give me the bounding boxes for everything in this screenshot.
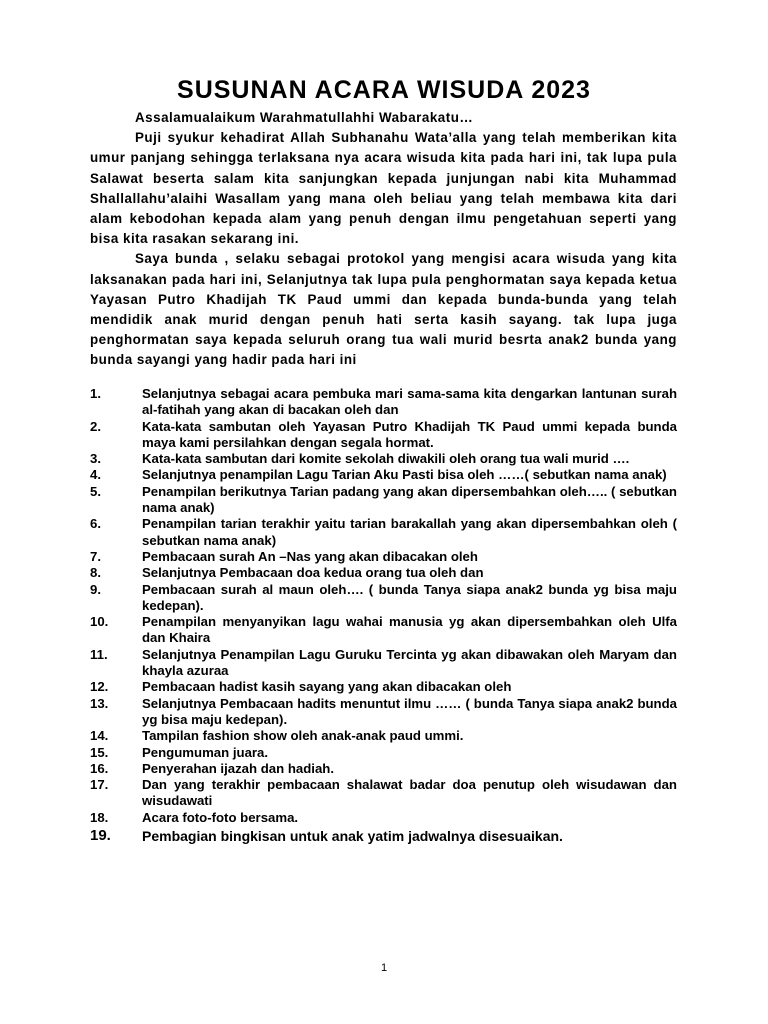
item-text: Selanjutnya Penampilan Lagu Guruku Tercinta yg akan dibawakan oleh Maryam dan khayla azuraa [142, 646, 677, 679]
document-title: SUSUNAN ACARA WISUDA 2023 [177, 76, 591, 104]
item-text: Selanjutnya sebagai acara pembuka mari sama-sama kita dengarkan lantunan surah al-fatihah yang akan di bacakan oleh dan [142, 386, 677, 418]
item-number: 15. [90, 744, 109, 760]
item-number: 11. [90, 646, 108, 662]
item-text: Pembacaan surah al maun oleh…. ( bunda Tanya siapa anak2 bunda yg bisa maju kedepan). [142, 581, 677, 613]
item-number: 12. [90, 679, 109, 695]
list-item [90, 484, 677, 517]
intro-paragraph-2: Saya bunda , selaku sebagai protokol yang mengisi acara wisuda yang kita laksanakan pada hari ini, Selanjutnya tak lupa pula penghormatan saya kepada ketua Yayasan Putro Khadijah TK Paud ummi dan kepada bunda-bunda yang telah mendidik anak murid dengan penuh hati serta kasih sayang. tak lupa juga penghormatan saya kepada seluruh orang tua wali murid besrta anak2 bunda yang bunda sayangi yang hadir pada hari ini [90, 251, 677, 368]
item-text: Pembacaan surah An –Nas yang akan dibacakan oleh [142, 548, 478, 564]
intro-paragraph-1: Puji syukur kehadirat Allah Subhanahu Wata’alla yang telah memberikan kita umur panjang sehingga terlaksana nya acara wisuda kita pada hari ini, tak lupa pula Salawat beserta salam kita sanjungkan kepada junjungan nabi kita Muhammad Shallallahu’alaihi Wasallam yang mana oleh beliau yang telah membawa kita dari alam kebodohan kepada alam yang penuh dengan ilmu pengetahuan seperti yang bisa kita rasakan sekarang ini. [90, 130, 677, 247]
page-number: 1 [380, 962, 388, 974]
item-number: 10. [90, 614, 109, 630]
item-number: 1. [90, 386, 101, 401]
item-text: Pengumuman juara. [142, 744, 269, 760]
list-item [90, 451, 677, 467]
item-number: 8. [90, 565, 101, 581]
item-text: Kata-kata sambutan dari komite sekolah diwakili oleh orang tua wali murid …. [142, 451, 630, 467]
item-number: 18. [90, 809, 109, 825]
list-item [90, 810, 677, 826]
item-text: Penyerahan ijazah dan hadiah. [142, 760, 335, 776]
item-text: Kata-kata sambutan oleh Yayasan Putro Khadijah TK Paud ummi kepada bunda maya kami persilahkan dengan segala hormat. [142, 418, 677, 450]
item-text: Selanjutnya Pembacaan hadits menuntut ilmu …… ( bunda Tanya siapa anak2 bunda yg bisa maju kedepan). [142, 695, 677, 727]
item-number: 16. [90, 760, 109, 776]
item-number: 3. [90, 451, 101, 467]
list-item [90, 467, 677, 483]
item-number: 4. [90, 467, 101, 483]
item-number: 13. [90, 695, 109, 711]
agenda-list [90, 386, 677, 844]
item-text: Penampilan berikutnya Tarian padang yang akan dipersembahkan oleh….. ( sebutkan nama anak) [142, 483, 677, 516]
item-number: 6. [90, 516, 101, 532]
list-item [90, 761, 677, 777]
item-text: Acara foto-foto bersama. [142, 809, 299, 825]
item-text: Penampilan tarian terakhir yaitu tarian barakallah yang akan dipersembahkan oleh ( sebutkan nama anak) [142, 516, 677, 548]
list-item [90, 728, 677, 744]
list-item [90, 386, 677, 419]
greeting-text: Assalamualaikum Warahmatullahhi Wabarakatu… [135, 110, 474, 125]
item-number: 7. [90, 548, 101, 564]
intro-section [90, 108, 677, 371]
item-text: Selanjutnya Pembacaan doa kedua orang tua oleh dan [142, 565, 484, 581]
list-item [90, 647, 677, 680]
item-text: Pembagian bingkisan untuk anak yatim jadwalnya disesuaikan. [142, 828, 563, 845]
item-text: Selanjutnya penampilan Lagu Tarian Aku Pasti bisa oleh ……( sebutkan nama anak) [142, 467, 667, 483]
item-number: 5. [90, 483, 101, 499]
list-item [90, 777, 677, 810]
list-item [90, 745, 677, 761]
item-number: 19. [90, 827, 111, 845]
item-text: Pembacaan hadist kasih sayang yang akan dibacakan oleh [142, 679, 512, 695]
item-number: 17. [90, 777, 109, 793]
list-item [90, 679, 677, 695]
item-text: Tampilan fashion show oleh anak-anak paud ummi. [142, 728, 464, 744]
list-item [90, 614, 677, 647]
item-number: 2. [90, 418, 101, 434]
list-item [90, 696, 677, 729]
item-number: 14. [90, 728, 109, 744]
list-item [90, 565, 677, 581]
list-item [90, 549, 677, 565]
list-item [90, 828, 677, 844]
item-text: Penampilan menyanyikan lagu wahai manusia yg akan dipersembahkan oleh Ulfa dan Khaira [142, 614, 677, 646]
item-text: Dan yang terakhir pembacaan shalawat badar doa penutup oleh wisudawan dan wisudawati [142, 777, 677, 809]
item-number: 9. [90, 581, 101, 597]
list-item [90, 419, 677, 452]
list-item [90, 516, 677, 549]
list-item [90, 582, 677, 615]
